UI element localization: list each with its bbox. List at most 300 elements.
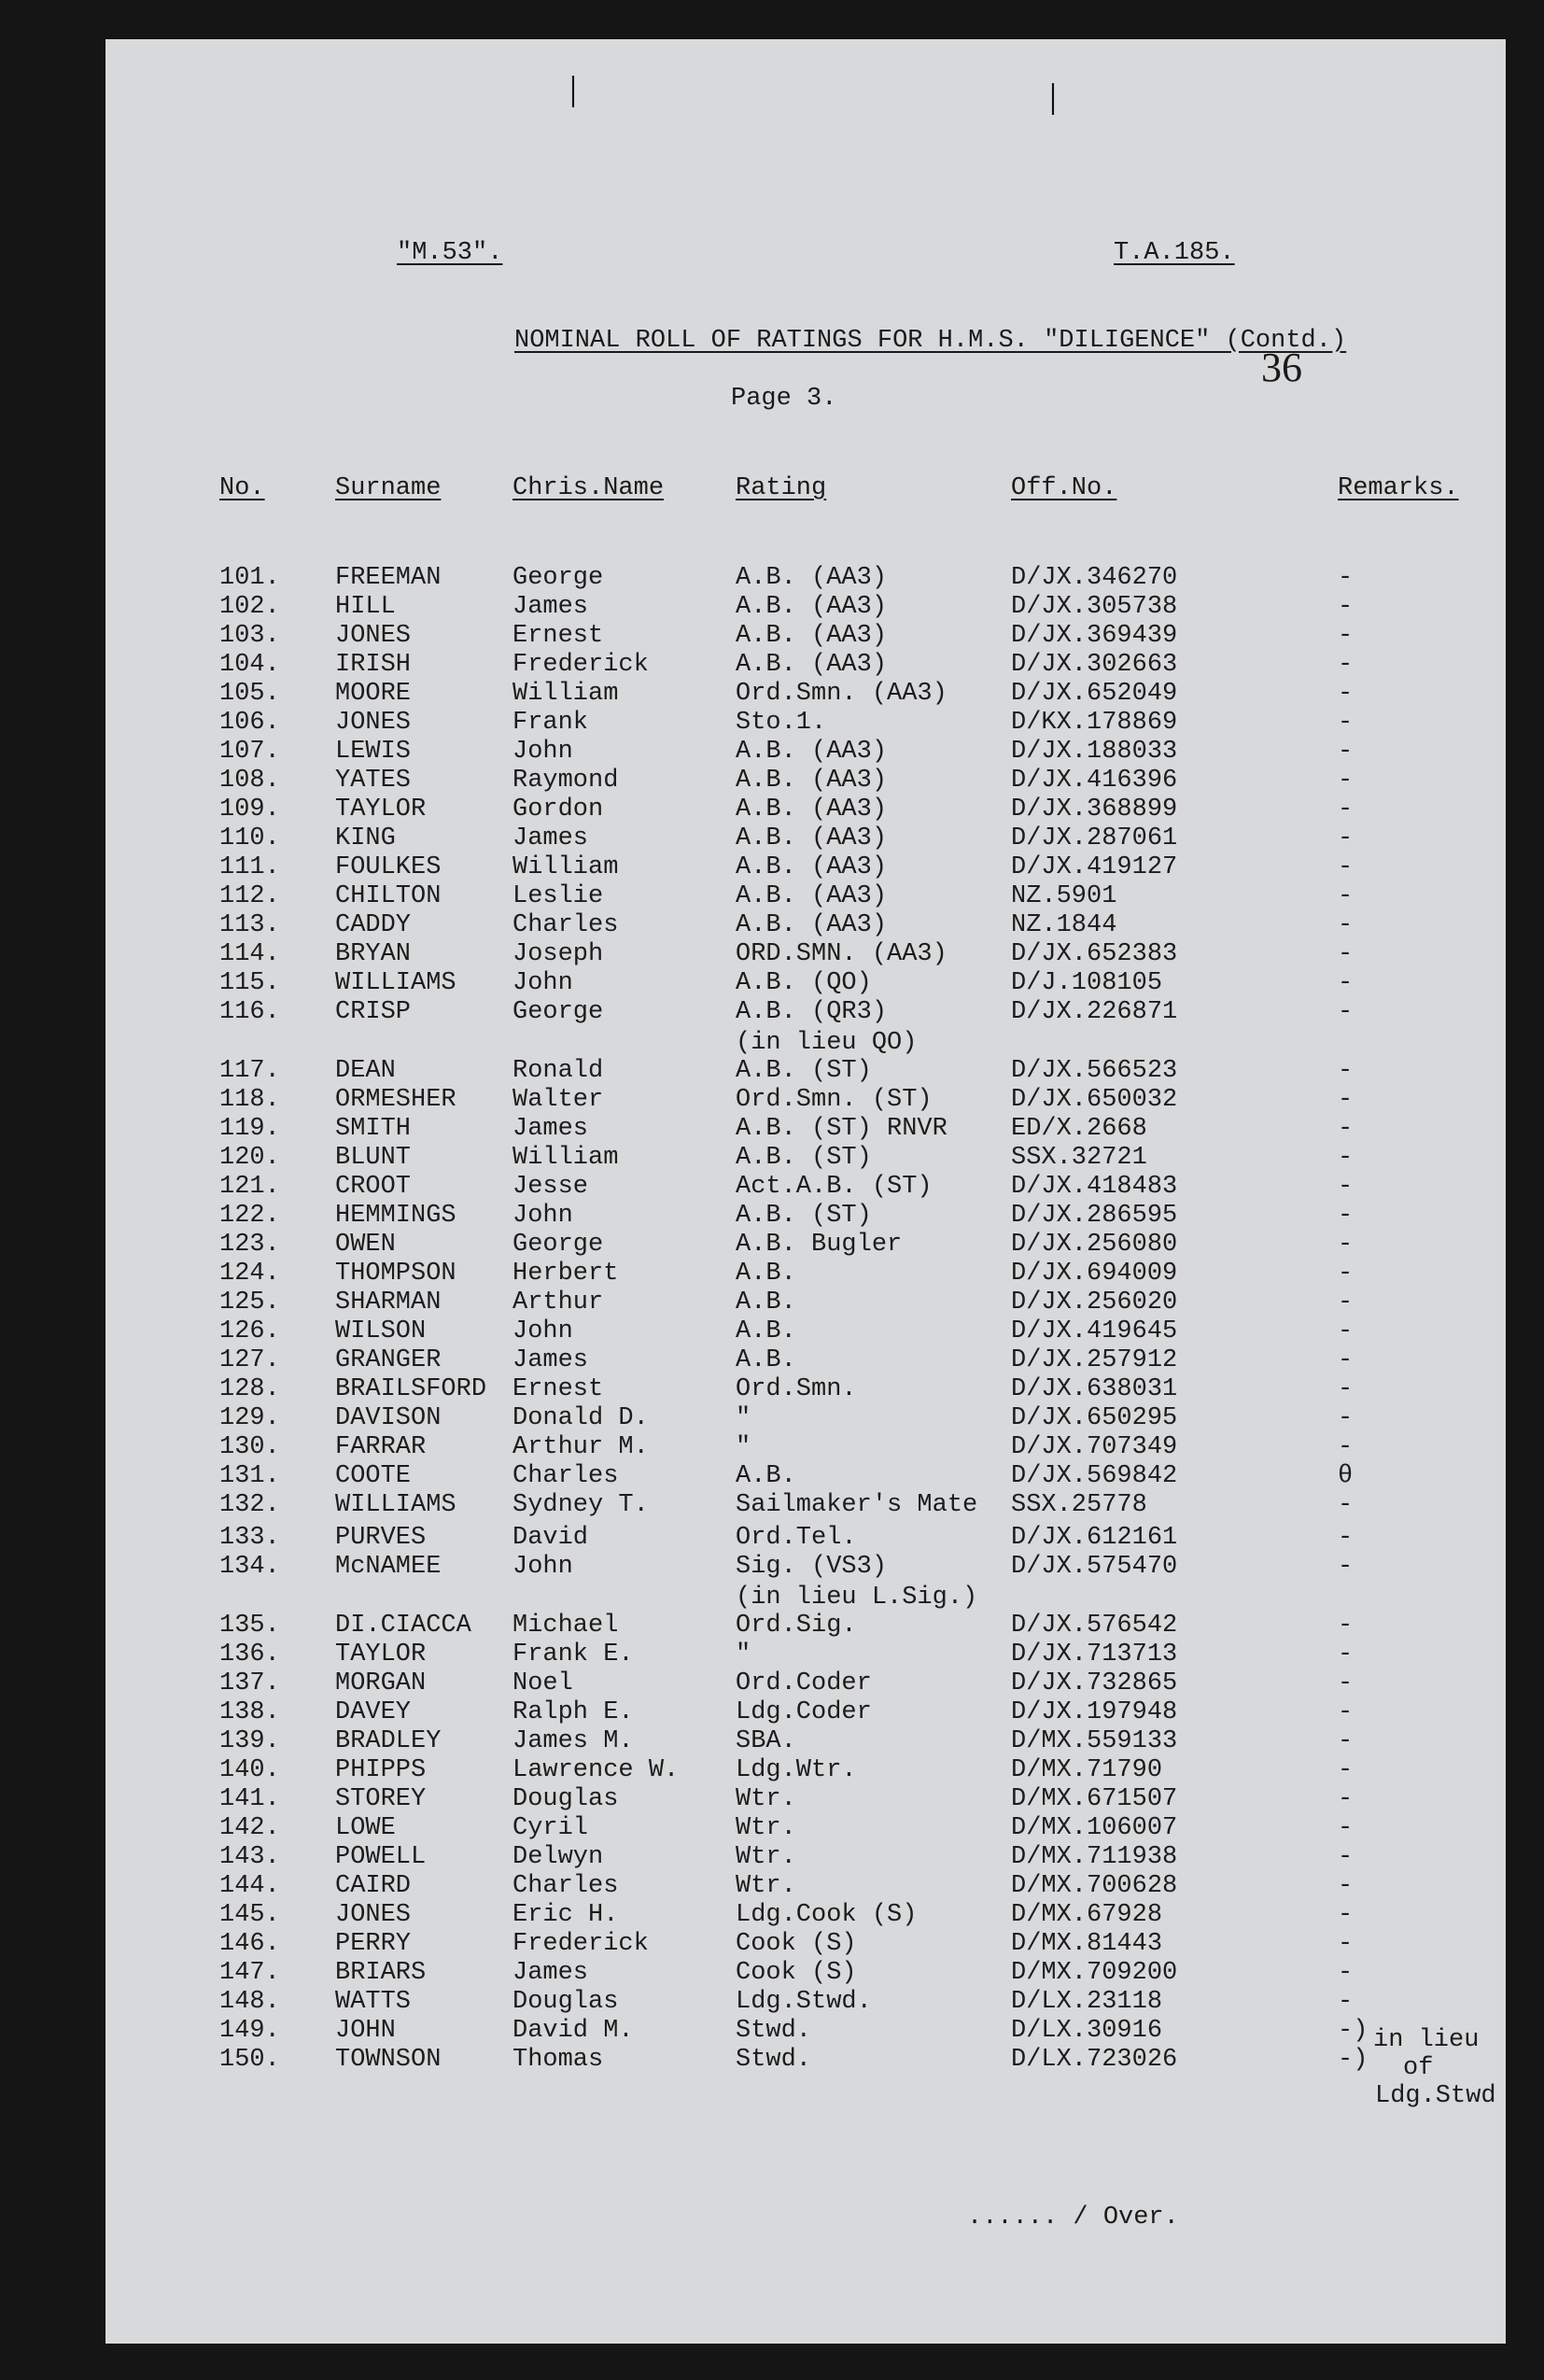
row-number: 136.	[219, 1641, 280, 1669]
table-row	[105, 1669, 1506, 1697]
table-row	[105, 1756, 1506, 1784]
official-number-cell: D/JX.638031	[1011, 1375, 1178, 1403]
remarks-cell: -	[1338, 1433, 1354, 1461]
remarks-cell: -	[1338, 1524, 1354, 1552]
surname-cell: JONES	[335, 709, 412, 737]
official-number-cell: D/MX.671507	[1011, 1785, 1178, 1813]
table-row	[105, 1727, 1506, 1755]
remarks-cell: -	[1338, 1404, 1354, 1432]
remarks-cell: -	[1338, 1669, 1354, 1697]
punch-mark: │	[565, 77, 583, 108]
rating-note: (in lieu QO)	[736, 1029, 918, 1057]
surname-cell: GRANGER	[335, 1346, 442, 1374]
rating-cell: A.B. Bugler	[736, 1231, 903, 1259]
remarks-cell: -	[1338, 1491, 1354, 1519]
christian-name-cell: Arthur	[512, 1289, 604, 1317]
remarks-note: in lieu	[1373, 2026, 1480, 2054]
remarks-cell: -	[1338, 1317, 1354, 1345]
row-number: 105.	[219, 680, 280, 708]
rating-cell: A.B.	[736, 1289, 796, 1317]
official-number-cell: SSX.32721	[1011, 1144, 1147, 1172]
surname-cell: WATTS	[335, 1988, 412, 2016]
surname-cell: BRYAN	[335, 940, 412, 968]
christian-name-cell: George	[512, 1231, 604, 1259]
row-number: 114.	[219, 940, 280, 968]
surname-cell: IRISH	[335, 651, 412, 679]
surname-cell: THOMPSON	[335, 1260, 456, 1288]
table-row	[105, 1462, 1506, 1490]
surname-cell: DEAN	[335, 1057, 396, 1085]
official-number-cell: NZ.1844	[1011, 911, 1117, 939]
official-number-cell: D/J.108105	[1011, 969, 1163, 997]
column-header-chris-name: Chris.Name	[512, 474, 665, 502]
table-row	[105, 1930, 1506, 1958]
christian-name-cell: James M.	[512, 1727, 634, 1755]
official-number-cell: D/JX.566523	[1011, 1057, 1178, 1085]
remarks-cell: -	[1338, 882, 1354, 910]
christian-name-cell: Joseph	[512, 940, 604, 968]
official-number-cell: D/JX.732865	[1011, 1669, 1178, 1697]
christian-name-cell: James	[512, 1115, 589, 1143]
remarks-cell: -	[1338, 709, 1354, 737]
row-number: 144.	[219, 1872, 280, 1900]
row-number: 125.	[219, 1289, 280, 1317]
official-number-cell: D/MX.81443	[1011, 1930, 1163, 1958]
official-number-cell: D/LX.723026	[1011, 2046, 1178, 2074]
rating-cell: Stwd.	[736, 2046, 812, 2074]
remarks-cell: -	[1338, 680, 1354, 708]
table-row	[105, 593, 1506, 621]
official-number-cell: D/JX.197948	[1011, 1698, 1178, 1726]
column-header-no: No.	[219, 474, 265, 502]
remarks-cell: -	[1338, 940, 1354, 968]
row-number: 111.	[219, 853, 280, 881]
surname-cell: SMITH	[335, 1115, 412, 1143]
official-number-cell: D/JX.652049	[1011, 680, 1178, 708]
table-row	[105, 1612, 1506, 1640]
row-number: 130.	[219, 1433, 280, 1461]
rating-cell: A.B. (AA3)	[736, 564, 888, 592]
table-row	[105, 1814, 1506, 1842]
table-row	[105, 1959, 1506, 1987]
christian-name-cell: Charles	[512, 1462, 619, 1490]
remarks-cell: -	[1338, 1057, 1354, 1085]
rating-cell: "	[736, 1433, 751, 1461]
surname-cell: BRADLEY	[335, 1727, 442, 1755]
official-number-cell: D/JX.575470	[1011, 1553, 1178, 1581]
punch-mark: │	[1045, 84, 1062, 116]
surname-cell: MOORE	[335, 680, 412, 708]
rating-cell: A.B.	[736, 1346, 796, 1374]
surname-cell: BRAILSFORD	[335, 1375, 487, 1403]
official-number-cell: D/JX.346270	[1011, 564, 1178, 592]
christian-name-cell: Delwyn	[512, 1843, 604, 1871]
official-number-cell: D/JX.650032	[1011, 1086, 1178, 1114]
official-number-cell: ED/X.2668	[1011, 1115, 1147, 1143]
table-row	[105, 969, 1506, 997]
official-number-cell: D/JX.368899	[1011, 796, 1178, 824]
surname-cell: BRIARS	[335, 1959, 427, 1987]
surname-cell: TOWNSON	[335, 2046, 442, 2074]
rating-cell: "	[736, 1641, 751, 1669]
christian-name-cell: Donald D.	[512, 1404, 649, 1432]
remarks-cell: -	[1338, 1202, 1354, 1230]
remarks-cell: -	[1338, 796, 1354, 824]
rating-cell: Ldg.Coder	[736, 1698, 872, 1726]
christian-name-cell: Noel	[512, 1669, 573, 1697]
row-number: 139.	[219, 1727, 280, 1755]
rating-cell: A.B. (AA3)	[736, 593, 888, 621]
column-header-remarks: Remarks.	[1338, 474, 1459, 502]
row-number: 133.	[219, 1524, 280, 1552]
remarks-cell: -)	[1338, 2017, 1369, 2045]
table-row	[105, 1404, 1506, 1432]
rating-cell: A.B. (AA3)	[736, 824, 888, 852]
remarks-cell: -	[1338, 1553, 1354, 1581]
table-row	[105, 1553, 1506, 1581]
christian-name-cell: Jesse	[512, 1173, 589, 1201]
surname-cell: YATES	[335, 767, 412, 795]
rating-cell: A.B. (AA3)	[736, 882, 888, 910]
row-number: 143.	[219, 1843, 280, 1871]
surname-cell: COOTE	[335, 1462, 412, 1490]
surname-cell: CROOT	[335, 1173, 412, 1201]
christian-name-cell: Charles	[512, 1872, 619, 1900]
christian-name-cell: Thomas	[512, 2046, 604, 2074]
remarks-cell: -	[1338, 1930, 1354, 1958]
rating-cell: Cook (S)	[736, 1959, 857, 1987]
table-row	[105, 1433, 1506, 1461]
rating-cell: A.B. (ST)	[736, 1144, 872, 1172]
table-row	[105, 1202, 1506, 1230]
remarks-cell: -	[1338, 1843, 1354, 1871]
rating-cell: A.B.	[736, 1260, 796, 1288]
rating-cell: A.B. (QO)	[736, 969, 872, 997]
christian-name-cell: Cyril	[512, 1814, 589, 1842]
remarks-cell: -	[1338, 1641, 1354, 1669]
official-number-cell: D/JX.286595	[1011, 1202, 1178, 1230]
remarks-cell: -	[1338, 1959, 1354, 1987]
christian-name-cell: Douglas	[512, 1785, 619, 1813]
row-number: 141.	[219, 1785, 280, 1813]
remarks-cell: -)	[1338, 2046, 1369, 2074]
table-row	[105, 1988, 1506, 2016]
table-row	[105, 911, 1506, 939]
official-number-cell: D/JX.650295	[1011, 1404, 1178, 1432]
rating-cell: Ord.Smn.	[736, 1375, 857, 1403]
remarks-cell: -	[1338, 969, 1354, 997]
christian-name-cell: John	[512, 1553, 573, 1581]
remarks-cell: -	[1338, 767, 1354, 795]
christian-name-cell: Charles	[512, 911, 619, 939]
rating-cell: A.B. (AA3)	[736, 767, 888, 795]
official-number-cell: D/MX.559133	[1011, 1727, 1178, 1755]
rating-cell: Sailmaker's Mate	[736, 1491, 978, 1519]
official-number-cell: D/MX.67928	[1011, 1901, 1163, 1929]
official-number-cell: D/JX.569842	[1011, 1462, 1178, 1490]
tab-reference: T.A.185.	[1114, 239, 1235, 267]
remarks-note: of	[1403, 2054, 1434, 2082]
table-row	[105, 709, 1506, 737]
remarks-cell: -	[1338, 1260, 1354, 1288]
official-number-cell: D/JX.419127	[1011, 853, 1178, 881]
christian-name-cell: Leslie	[512, 882, 604, 910]
official-number-cell: D/JX.713713	[1011, 1641, 1178, 1669]
row-number: 123.	[219, 1231, 280, 1259]
table-row	[105, 2046, 1506, 2074]
row-number: 135.	[219, 1612, 280, 1640]
table-row	[105, 853, 1506, 881]
table-row	[105, 1173, 1506, 1201]
row-number: 124.	[219, 1260, 280, 1288]
rating-cell: Ord.Coder	[736, 1669, 872, 1697]
rating-cell: A.B. (AA3)	[736, 853, 888, 881]
rating-cell: A.B. (ST) RNVR	[736, 1115, 947, 1143]
table-row	[105, 940, 1506, 968]
christian-name-cell: Ralph E.	[512, 1698, 634, 1726]
official-number-cell: D/JX.418483	[1011, 1173, 1178, 1201]
surname-cell: PURVES	[335, 1524, 427, 1552]
table-row	[105, 1872, 1506, 1900]
rating-cell: Cook (S)	[736, 1930, 857, 1958]
official-number-cell: D/MX.106007	[1011, 1814, 1178, 1842]
remarks-cell: -	[1338, 1086, 1354, 1114]
rating-cell: Ord.Smn. (AA3)	[736, 680, 947, 708]
table-row	[105, 998, 1506, 1026]
row-number: 147.	[219, 1959, 280, 1987]
remarks-cell: -	[1338, 1144, 1354, 1172]
christian-name-cell: Frank E.	[512, 1641, 634, 1669]
christian-name-cell: George	[512, 564, 604, 592]
remarks-cell: -	[1338, 1756, 1354, 1784]
remarks-cell: -	[1338, 1346, 1354, 1374]
table-row	[105, 824, 1506, 852]
rating-cell: Wtr.	[736, 1872, 796, 1900]
row-number: 129.	[219, 1404, 280, 1432]
surname-cell: McNAMEE	[335, 1553, 442, 1581]
remarks-cell: -	[1338, 1814, 1354, 1842]
christian-name-cell: John	[512, 969, 573, 997]
surname-cell: JOHN	[335, 2017, 396, 2045]
column-header-surname: Surname	[335, 474, 442, 502]
christian-name-cell: Lawrence W.	[512, 1756, 680, 1784]
page-number: Page 3.	[731, 385, 837, 413]
christian-name-cell: Ernest	[512, 622, 604, 650]
page-title: NOMINAL ROLL OF RATINGS FOR H.M.S. "DILIGENCE" (Contd.)	[514, 327, 1347, 355]
row-number: 102.	[219, 593, 280, 621]
row-number: 132.	[219, 1491, 280, 1519]
rating-cell: "	[736, 1404, 751, 1432]
christian-name-cell: Frederick	[512, 1930, 649, 1958]
surname-cell: HEMMINGS	[335, 1202, 456, 1230]
official-number-cell: D/LX.23118	[1011, 1988, 1163, 2016]
remarks-cell: -	[1338, 1375, 1354, 1403]
official-number-cell: D/JX.256080	[1011, 1231, 1178, 1259]
christian-name-cell: John	[512, 1317, 573, 1345]
row-number: 145.	[219, 1901, 280, 1929]
surname-cell: STOREY	[335, 1785, 427, 1813]
christian-name-cell: Frank	[512, 709, 589, 737]
folio-number: 36	[1261, 345, 1302, 390]
document-page	[105, 39, 1506, 2344]
christian-name-cell: David	[512, 1524, 589, 1552]
row-number: 122.	[219, 1202, 280, 1230]
christian-name-cell: Michael	[512, 1612, 619, 1640]
row-number: 146.	[219, 1930, 280, 1958]
remarks-cell: -	[1338, 1698, 1354, 1726]
official-number-cell: D/JX.694009	[1011, 1260, 1178, 1288]
surname-cell: CADDY	[335, 911, 412, 939]
surname-cell: TAYLOR	[335, 1641, 427, 1669]
remarks-cell: -	[1338, 998, 1354, 1026]
table-row	[105, 1491, 1506, 1519]
row-number: 110.	[219, 824, 280, 852]
row-number: 120.	[219, 1144, 280, 1172]
rating-cell: Wtr.	[736, 1814, 796, 1842]
surname-cell: DAVEY	[335, 1698, 412, 1726]
table-row	[105, 2017, 1506, 2045]
table-row	[105, 1698, 1506, 1726]
row-number: 121.	[219, 1173, 280, 1201]
official-number-cell: D/JX.226871	[1011, 998, 1178, 1026]
row-number: 150.	[219, 2046, 280, 2074]
official-number-cell: D/KX.178869	[1011, 709, 1178, 737]
surname-cell: DAVISON	[335, 1404, 442, 1432]
surname-cell: BLUNT	[335, 1144, 412, 1172]
table-row	[105, 1289, 1506, 1317]
row-number: 117.	[219, 1057, 280, 1085]
rating-cell: Stwd.	[736, 2017, 812, 2045]
christian-name-cell: William	[512, 853, 619, 881]
surname-cell: FARRAR	[335, 1433, 427, 1461]
christian-name-cell: William	[512, 680, 619, 708]
christian-name-cell: John	[512, 1202, 573, 1230]
christian-name-cell: Eric H.	[512, 1901, 619, 1929]
rating-cell: A.B. (AA3)	[736, 911, 888, 939]
surname-cell: LEWIS	[335, 738, 412, 766]
christian-name-cell: Walter	[512, 1086, 604, 1114]
rating-cell: ORD.SMN. (AA3)	[736, 940, 947, 968]
row-number: 103.	[219, 622, 280, 650]
row-number: 148.	[219, 1988, 280, 2016]
official-number-cell: D/LX.30916	[1011, 2017, 1163, 2045]
rating-cell: A.B. (ST)	[736, 1202, 872, 1230]
christian-name-cell: Arthur M.	[512, 1433, 649, 1461]
official-number-cell: D/JX.612161	[1011, 1524, 1178, 1552]
christian-name-cell: George	[512, 998, 604, 1026]
christian-name-cell: James	[512, 824, 589, 852]
remarks-cell: -	[1338, 1727, 1354, 1755]
official-number-cell: D/JX.305738	[1011, 593, 1178, 621]
rating-cell: SBA.	[736, 1727, 796, 1755]
surname-cell: WILLIAMS	[335, 969, 456, 997]
row-number: 106.	[219, 709, 280, 737]
table-row	[105, 651, 1506, 679]
row-number: 142.	[219, 1814, 280, 1842]
table-row	[105, 796, 1506, 824]
table-row	[105, 1901, 1506, 1929]
official-number-cell: D/JX.257912	[1011, 1346, 1178, 1374]
row-number: 108.	[219, 767, 280, 795]
remarks-cell: -	[1338, 1872, 1354, 1900]
official-number-cell: D/MX.700628	[1011, 1872, 1178, 1900]
rating-note: (in lieu L.Sig.)	[736, 1584, 978, 1612]
official-number-cell: D/MX.71790	[1011, 1756, 1163, 1784]
table-row	[105, 1524, 1506, 1552]
rating-cell: A.B. (AA3)	[736, 651, 888, 679]
row-number: 101.	[219, 564, 280, 592]
christian-name-cell: John	[512, 738, 573, 766]
official-number-cell: D/MX.711938	[1011, 1843, 1178, 1871]
table-row	[105, 1375, 1506, 1403]
row-number: 140.	[219, 1756, 280, 1784]
rating-cell: Act.A.B. (ST)	[736, 1173, 933, 1201]
table-row	[105, 1231, 1506, 1259]
official-number-cell: D/JX.188033	[1011, 738, 1178, 766]
remarks-cell: θ	[1338, 1462, 1354, 1490]
rating-cell: A.B. (AA3)	[736, 622, 888, 650]
continuation-note: ...... / Over.	[967, 2204, 1179, 2232]
table-row	[105, 1843, 1506, 1871]
christian-name-cell: Frederick	[512, 651, 649, 679]
official-number-cell: D/JX.652383	[1011, 940, 1178, 968]
remarks-cell: -	[1338, 1612, 1354, 1640]
remarks-cell: -	[1338, 911, 1354, 939]
table-row	[105, 1144, 1506, 1172]
remarks-note: Ldg.Stwd	[1375, 2082, 1496, 2110]
rating-cell: A.B.	[736, 1462, 796, 1490]
remarks-cell: -	[1338, 651, 1354, 679]
remarks-cell: -	[1338, 622, 1354, 650]
surname-cell: PERRY	[335, 1930, 412, 1958]
rating-cell: Wtr.	[736, 1843, 796, 1871]
table-row	[105, 564, 1506, 592]
table-row	[105, 738, 1506, 766]
row-number: 109.	[219, 796, 280, 824]
christian-name-cell: James	[512, 1346, 589, 1374]
christian-name-cell: Ernest	[512, 1375, 604, 1403]
christian-name-cell: James	[512, 593, 589, 621]
remarks-cell: -	[1338, 853, 1354, 881]
table-row	[105, 1785, 1506, 1813]
christian-name-cell: Raymond	[512, 767, 619, 795]
rating-cell: Ord.Smn. (ST)	[736, 1086, 933, 1114]
surname-cell: WILSON	[335, 1317, 427, 1345]
official-number-cell: D/JX.419645	[1011, 1317, 1178, 1345]
surname-cell: JONES	[335, 622, 412, 650]
row-number: 149.	[219, 2017, 280, 2045]
surname-cell: SHARMAN	[335, 1289, 442, 1317]
remarks-cell: -	[1338, 593, 1354, 621]
remarks-cell: -	[1338, 738, 1354, 766]
remarks-cell: -	[1338, 1785, 1354, 1813]
christian-name-cell: David M.	[512, 2017, 634, 2045]
remarks-cell: -	[1338, 1173, 1354, 1201]
table-row	[105, 882, 1506, 910]
table-row	[105, 1260, 1506, 1288]
table-row	[105, 1641, 1506, 1669]
row-number: 131.	[219, 1462, 280, 1490]
surname-cell: MORGAN	[335, 1669, 427, 1697]
official-number-cell: D/JX.416396	[1011, 767, 1178, 795]
surname-cell: OWEN	[335, 1231, 396, 1259]
christian-name-cell: Douglas	[512, 1988, 619, 2016]
official-number-cell: D/JX.576542	[1011, 1612, 1178, 1640]
row-number: 113.	[219, 911, 280, 939]
christian-name-cell: William	[512, 1144, 619, 1172]
row-number: 127.	[219, 1346, 280, 1374]
surname-cell: POWELL	[335, 1843, 427, 1871]
